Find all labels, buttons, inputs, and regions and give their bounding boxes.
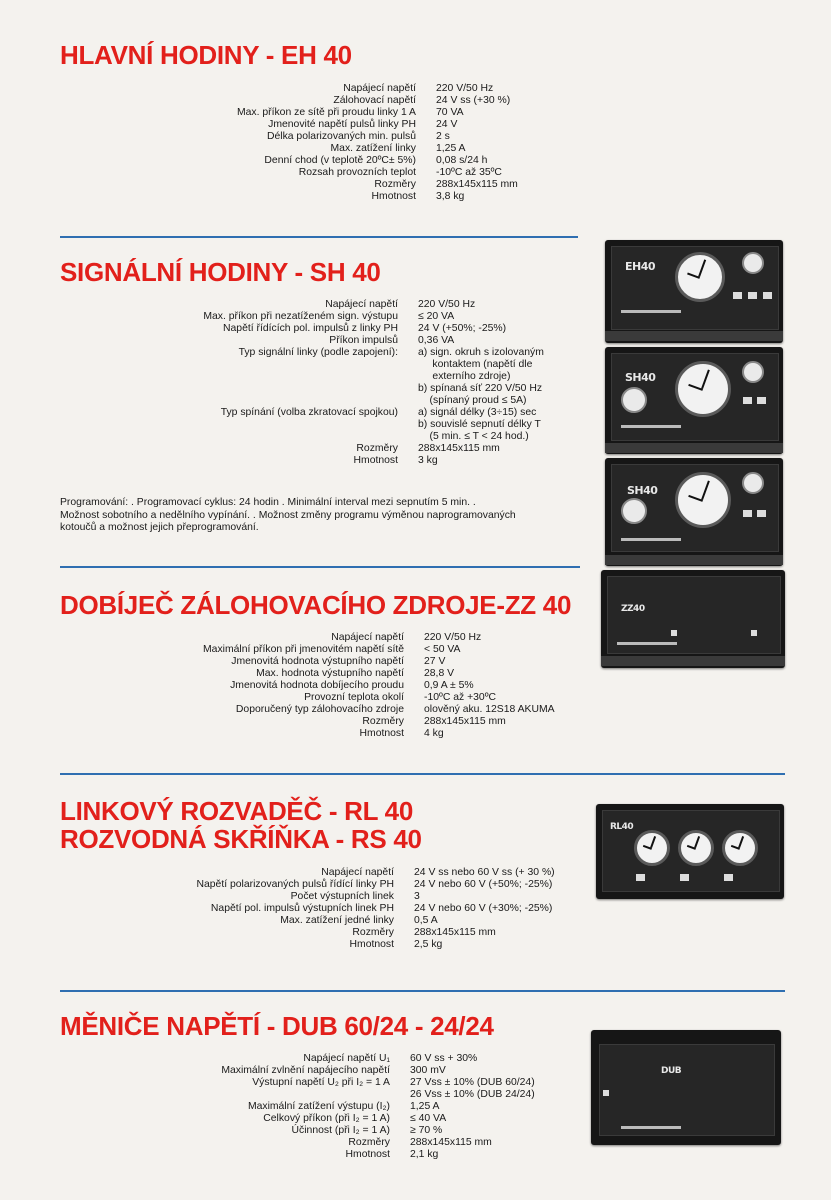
spec-row (60, 692, 555, 704)
spec-value: 24 V nebo 60 V (+50%; -25%) (414, 879, 553, 890)
sh40-device-label: SH40 (625, 371, 656, 384)
spec-value: 24 V ss nebo 60 V ss (+ 30 %) (414, 867, 555, 878)
spec-value: olověný aku. 12S18 AKUMA (424, 704, 555, 715)
spec-value: 0,9 A ± 5% (424, 680, 474, 691)
zz40-device-photo (601, 570, 785, 668)
spec-value: 27 V (424, 656, 446, 667)
spec-label: Rozměry (362, 716, 404, 727)
spec-row (60, 704, 555, 716)
spec-label: Napětí řídících pol. impulsů z linky PH (223, 323, 398, 334)
spec-value: 3,8 kg (436, 191, 465, 202)
spec-row (60, 915, 555, 927)
spec-label: Napájecí napětí (343, 83, 416, 94)
spec-value: 4 kg (424, 728, 444, 739)
spec-value: 1,25 A (410, 1101, 440, 1112)
spec-label: Napájecí napětí (325, 299, 398, 310)
spec-label: Napájecí napětí U₁ (303, 1053, 390, 1064)
rl40-device-photo (596, 804, 784, 899)
spec-label: Napájecí napětí (321, 867, 394, 878)
spec-label: Rozměry (356, 443, 398, 454)
rl40-device-label: RL40 (610, 822, 634, 832)
spec-label: Provozní teplota okolí (304, 692, 404, 703)
spec-value: 220 V/50 Hz (436, 83, 494, 94)
spec-row (60, 903, 555, 915)
spec-value: 60 V ss + 30% (410, 1053, 478, 1064)
rs40-title: ROZVODNÁ SKŘÍŇKA - RS 40 (60, 824, 422, 854)
spec-label (60, 359, 398, 371)
spec-value: 2,1 kg (410, 1149, 439, 1160)
meter-dial-icon (722, 830, 758, 866)
spec-label: Rozměry (352, 927, 394, 938)
clock-dial-icon (675, 472, 731, 528)
spec-row (60, 668, 555, 680)
spec-row (60, 867, 555, 879)
rl40-title: LINKOVÝ ROZVADĚČ - RL 40 (60, 796, 413, 826)
spec-value: b) souvislé sepnutí délky T (418, 419, 541, 430)
spec-row (60, 728, 555, 740)
spec-row (60, 335, 544, 347)
spec-value: 24 V ss (+30 %) (436, 95, 511, 106)
eh40-spec-table (60, 83, 518, 203)
zz40-title: DOBÍJEČ ZÁLOHOVACÍHO ZDROJE-ZZ 40 (60, 590, 572, 620)
spec-label: Maximální zvlnění napájecího napětí (221, 1065, 390, 1076)
spec-label (60, 419, 398, 431)
spec-value: 288x145x115 mm (418, 443, 500, 454)
dub-title: MĚNIČE NAPĚTÍ - DUB 60/24 - 24/24 (60, 1011, 494, 1041)
sh40-device-label-2: SH40 (627, 484, 658, 497)
spec-label: Hmotnost (349, 939, 394, 950)
spec-row (60, 656, 555, 668)
spec-value: ≥ 70 % (410, 1125, 443, 1136)
spec-row (60, 83, 518, 95)
spec-label: Max. příkon ze sítě při proudu linky 1 A (236, 107, 416, 118)
spec-row (60, 1113, 535, 1125)
eh40-device-photo (605, 240, 783, 343)
spec-row (60, 1053, 535, 1065)
eh40-title: HLAVNÍ HODINY - EH 40 (60, 40, 352, 70)
spec-label: Napětí pol. impulsů výstupních linek PH (210, 903, 394, 914)
spec-row (60, 359, 544, 371)
spec-row (60, 632, 555, 644)
spec-label: Max. zatížení jedné linky (280, 915, 394, 926)
spec-value: kontaktem (napětí dle (418, 359, 533, 370)
spec-value: 288x145x115 mm (424, 716, 506, 727)
spec-label: Hmotnost (353, 455, 398, 466)
knob-icon (742, 252, 764, 274)
spec-value: 24 V nebo 60 V (+30%; -25%) (414, 903, 553, 914)
spec-row (60, 419, 544, 431)
divider (60, 990, 785, 992)
spec-row (60, 1101, 535, 1113)
spec-row (60, 455, 544, 467)
spec-value: 3 kg (418, 455, 438, 466)
spec-row (60, 1137, 535, 1149)
spec-row (60, 167, 518, 179)
spec-label: Typ spínání (volba zkratovací spojkou) (220, 407, 398, 418)
spec-value: 288x145x115 mm (410, 1137, 492, 1148)
program-disc-icon (621, 498, 647, 524)
spec-row (60, 395, 544, 407)
divider (60, 236, 578, 238)
spec-label (60, 371, 398, 383)
divider (60, 773, 785, 775)
spec-row (60, 323, 544, 335)
spec-row (60, 119, 518, 131)
spec-row (60, 179, 518, 191)
spec-value: 0,36 VA (418, 335, 455, 346)
spec-row (60, 191, 518, 203)
sh40-spec-table (60, 299, 544, 467)
spec-label: Rozsah provozních teplot (298, 167, 416, 178)
spec-row (60, 95, 518, 107)
spec-row (60, 1065, 535, 1077)
rl40-spec-table (60, 867, 555, 951)
spec-value: 220 V/50 Hz (424, 632, 482, 643)
spec-row (60, 891, 555, 903)
spec-row (60, 443, 544, 455)
spec-label: Hmotnost (345, 1149, 390, 1160)
spec-label (60, 383, 398, 395)
spec-row (60, 680, 555, 692)
sh40-device-photo-2 (605, 458, 783, 566)
spec-value: 0,5 A (414, 915, 438, 926)
spec-row (60, 644, 555, 656)
spec-row (60, 1149, 535, 1161)
spec-row (60, 383, 544, 395)
dub-device-photo (591, 1030, 781, 1145)
spec-value: -10ºC až 35ºC (436, 167, 502, 178)
spec-label: Jmenovité napětí pulsů linky PH (268, 119, 416, 130)
spec-value: 1,25 A (436, 143, 466, 154)
spec-value: 2,5 kg (414, 939, 443, 950)
spec-value: 2 s (436, 131, 450, 142)
eh40-device-label: EH40 (625, 260, 656, 273)
spec-label (60, 395, 398, 407)
spec-row (60, 131, 518, 143)
spec-label: Napětí polarizovaných pulsů řídící linky PH (196, 879, 394, 890)
spec-value: 70 VA (436, 107, 464, 118)
spec-label: Příkon impulsů (329, 335, 398, 346)
spec-label (60, 431, 398, 443)
knob-icon (742, 361, 764, 383)
programming-line-3: kotoučů a možnost jejich přeprogramování. (60, 522, 259, 533)
spec-row (60, 879, 555, 891)
spec-value: 24 V (+50%; -25%) (418, 323, 507, 334)
spec-label: Účinnost (při I₂ = 1 A) (291, 1125, 390, 1136)
spec-value: ≤ 20 VA (418, 311, 455, 322)
spec-value: 28,8 V (424, 668, 455, 679)
programming-line-2: Možnost sobotního a nedělního vypínání. . Možnost změny programu výměnou naprogramovaných (60, 509, 516, 521)
spec-row (60, 431, 544, 443)
program-disc-icon (621, 387, 647, 413)
meter-dial-icon (678, 830, 714, 866)
spec-label: Výstupní napětí U₂ při I₂ = 1 A (252, 1077, 390, 1088)
spec-label: Napájecí napětí (331, 632, 404, 643)
spec-row (60, 407, 544, 419)
spec-value: b) spínaná síť 220 V/50 Hz (418, 383, 543, 394)
spec-row (60, 1077, 535, 1089)
spec-label: Max. zatížení linky (330, 143, 416, 154)
spec-value: 288x145x115 mm (436, 179, 518, 190)
spec-row (60, 716, 555, 728)
spec-value: 0,08 s/24 h (436, 155, 488, 166)
spec-label: Maximální příkon při jmenovitém napětí sítě (203, 644, 404, 655)
spec-row (60, 107, 518, 119)
spec-label: Maximální zatížení výstupu (I₂) (247, 1101, 390, 1112)
spec-label: Rozměry (374, 179, 416, 190)
spec-label: Typ signální linky (podle zapojení): (238, 347, 398, 358)
spec-row (60, 299, 544, 311)
spec-value: 26 Vss ± 10% (DUB 24/24) (410, 1089, 535, 1100)
spec-value: a) signál délky (3÷15) sec (418, 407, 537, 418)
spec-value: 3 (414, 891, 420, 902)
sh40-device-photo (605, 347, 783, 454)
spec-value: -10ºC až +30ºC (424, 692, 496, 703)
spec-label: Celkový příkon (při I₂ = 1 A) (263, 1113, 390, 1124)
clock-dial-icon (675, 252, 725, 302)
spec-value: (spínaný proud ≤ 5A) (418, 395, 527, 406)
spec-row (60, 939, 555, 951)
meter-dial-icon (634, 830, 670, 866)
spec-label: Zálohovací napětí (333, 95, 416, 106)
programming-line-1: Programování: . Programovací cyklus: 24 hodin . Minimální interval mezi sepnutím 5 min. . (60, 497, 476, 508)
spec-label: Denní chod (v teplotě 20ºC± 5%) (264, 155, 416, 166)
spec-label: Rozměry (348, 1137, 390, 1148)
spec-value: 24 V (436, 119, 458, 130)
spec-row (60, 347, 544, 359)
spec-value: (5 min. ≤ T < 24 hod.) (418, 431, 529, 442)
spec-label: Hmotnost (359, 728, 404, 739)
divider (60, 566, 580, 568)
spec-label: Max. příkon při nezatíženém sign. výstupu (203, 311, 398, 322)
spec-value: 288x145x115 mm (414, 927, 496, 938)
spec-row (60, 143, 518, 155)
zz40-device-label: ZZ40 (621, 604, 645, 614)
spec-label: Jmenovitá hodnota výstupního napětí (231, 656, 404, 667)
spec-row (60, 371, 544, 383)
sh40-programming-note (60, 497, 590, 535)
sh40-title: SIGNÁLNÍ HODINY - SH 40 (60, 257, 381, 287)
spec-value: 27 Vss ± 10% (DUB 60/24) (410, 1077, 535, 1088)
spec-label: Hmotnost (371, 191, 416, 202)
spec-value: < 50 VA (424, 644, 461, 655)
dub-spec-table (60, 1053, 535, 1161)
knob-icon (742, 472, 764, 494)
spec-row (60, 1125, 535, 1137)
spec-row (60, 927, 555, 939)
spec-value: ≤ 40 VA (410, 1113, 447, 1124)
spec-label: Počet výstupních linek (290, 891, 394, 902)
spec-row (60, 311, 544, 323)
spec-label (60, 1089, 390, 1101)
spec-value: a) sign. okruh s izolovaným (418, 347, 544, 358)
spec-label: Délka polarizovaných min. pulsů (266, 131, 416, 142)
spec-value: externího zdroje) (418, 371, 511, 382)
spec-label: Doporučený typ zálohovacího zdroje (235, 704, 404, 715)
spec-label: Jmenovitá hodnota dobíjecího proudu (230, 680, 404, 691)
spec-value: 300 mV (410, 1065, 446, 1076)
spec-row (60, 1089, 535, 1101)
zz40-spec-table (60, 632, 555, 740)
spec-row (60, 155, 518, 167)
spec-value: 220 V/50 Hz (418, 299, 476, 310)
spec-label: Max. hodnota výstupního napětí (256, 668, 404, 679)
clock-dial-icon (675, 361, 731, 417)
dub-device-label: DUB (661, 1066, 682, 1076)
